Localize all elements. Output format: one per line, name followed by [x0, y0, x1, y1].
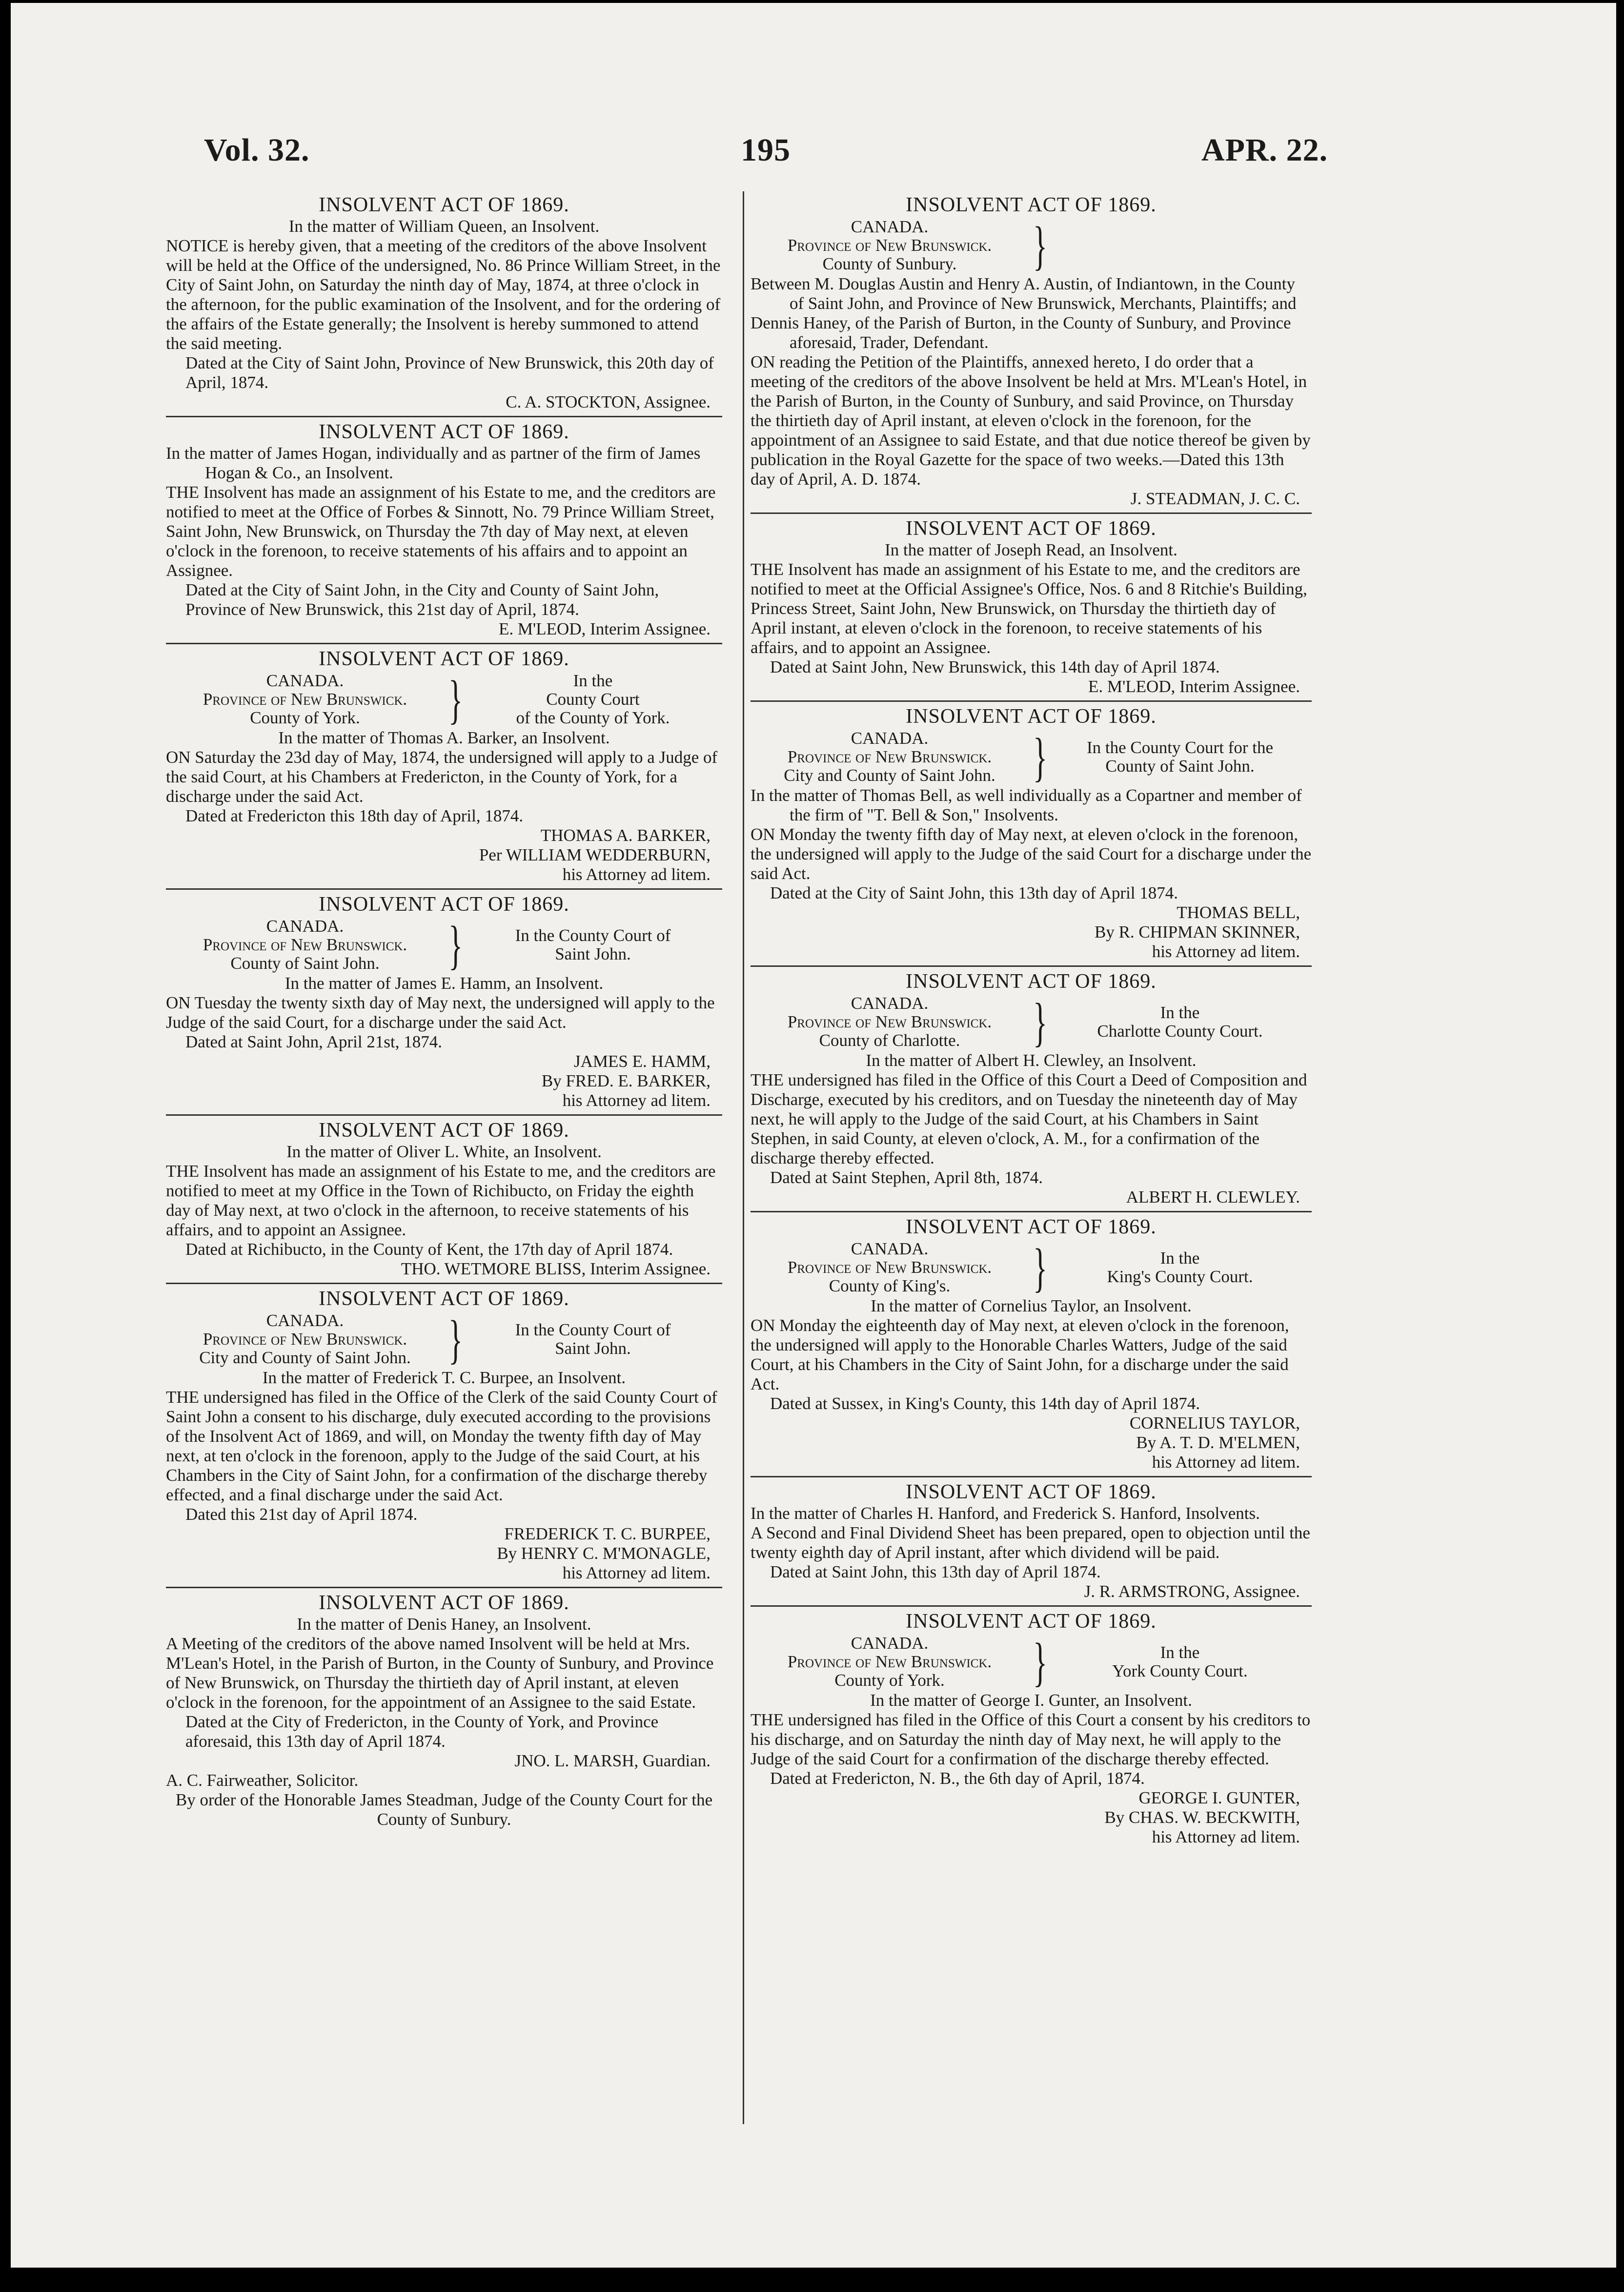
notice-text: THE Insolvent has made an assignment of his Estate to me, and the creditors are notified to meet at my Office in the Town of Richibucto, on Friday the eighth day of May next, at two o'clock in the afternoon, to receive statements of his affairs, and to appoint an Assignee.	[166, 1162, 716, 1239]
notice-text: Dennis Haney, of the Parish of Burton, in the County of Sunbury, and Province aforesaid, Trader, Defendant.	[751, 313, 1291, 352]
caption-left-line: CANADA.	[851, 729, 929, 748]
notice-text: A. C. Fairweather, Solicitor.	[166, 1771, 359, 1790]
signature-line: C. A. STOCKTON, Assignee.	[506, 392, 710, 411]
signature-line: JAMES E. HAMM,	[573, 1052, 710, 1071]
signature-line: THOMAS BELL,	[1177, 903, 1300, 922]
notice-text: THE Insolvent has made an assignment of his Estate to me, and the creditors are notified to meet at the Office of Forbes & Sinnott, No. 79 Prince William Street, Saint John, New Brunswick, on Thursday the 7th day of May next, at eleven o'clock in the forenoon, to receive statements of his affairs and to appoint an Assignee.	[166, 483, 716, 580]
notice-text: ON Tuesday the twenty sixth day of May next, the undersigned will apply to the Judge of the said Court, for a discharge under the said Act.	[166, 993, 715, 1032]
notice-text: A Meeting of the creditors of the above named Insolvent will be held at Mrs. M'Lean's Hotel, in the Parish of Burton, in the County of Sunbury, and Province of New Brunswick, on Thursday the thirtieth day of April instant, at eleven o'clock in the forenoon, for the appointment of an Assignee to the said Estate.	[166, 1634, 714, 1712]
notice-separator	[751, 1476, 1312, 1477]
dated-line: Dated at Saint Stephen, April 8th, 1874.	[770, 1168, 1043, 1187]
notice-title: INSOLVENT ACT OF 1869.	[906, 1481, 1157, 1503]
notice-title: INSOLVENT ACT OF 1869.	[906, 970, 1157, 993]
caption-left-line: County of Sunbury.	[822, 254, 957, 273]
court-caption	[166, 1311, 722, 1367]
dated-line: Dated at Saint John, New Brunswick, this 14th day of April 1874.	[770, 657, 1220, 676]
notice-text: ON Monday the twenty fifth day of May next, at eleven o'clock in the forenoon, the undersigned will apply to the Judge of the said Court for a discharge under the said Act.	[751, 825, 1312, 883]
caption-left-line: Province of New Brunswick.	[787, 1012, 992, 1031]
caption-right-line: Charlotte County Court.	[1097, 1022, 1263, 1041]
signature-line: his Attorney ad litem.	[562, 865, 710, 884]
notice-title: INSOLVENT ACT OF 1869.	[906, 517, 1157, 540]
notice-separator	[751, 512, 1312, 514]
caption-left-line: Province of New Brunswick.	[787, 747, 992, 766]
notice-text: In the matter of James E. Hamm, an Insolvent.	[284, 974, 604, 993]
dated-line: Dated at Sussex, in King's County, this 14th day of April 1874.	[770, 1394, 1200, 1413]
dated-line: Dated at Saint John, this 13th day of April 1874.	[770, 1562, 1101, 1581]
insolvent-notice	[166, 1119, 722, 1279]
notice-title: INSOLVENT ACT OF 1869.	[906, 194, 1157, 216]
caption-right-line: In the County Court of	[515, 926, 671, 945]
signature-line: By R. CHIPMAN SKINNER,	[1094, 922, 1300, 941]
dated-line: Dated at the City of Saint John, this 13th day of April 1874.	[770, 883, 1178, 902]
insolvent-notice	[166, 647, 722, 884]
notice-text: ON reading the Petition of the Plaintiffs, annexed hereto, I do order that a meeting of the creditors of the above Insolvent be held at Mrs. M'Lean's Hotel, in the Parish of Burton, in the County of Sunbury, and said Province, on Thursday the thirtieth day of April instant, at eleven o'clock in the forenoon, for the appointment of an Assignee to said Estate, and that due notice thereof be given by publication in the Royal Gazette for the space of two weeks.—Dated this 13th day of April, A. D. 1874.	[751, 352, 1311, 489]
caption-left-line: County of York.	[834, 1671, 945, 1690]
caption-left-line: CANADA.	[851, 1634, 929, 1653]
notice-text: By order of the Honorable James Steadman, Judge of the County Court for the County of Sunbury.	[175, 1790, 713, 1829]
notice-text: In the matter of Albert H. Clewley, an Insolvent.	[866, 1051, 1197, 1070]
dated-line: Dated at Saint John, April 21st, 1874.	[185, 1032, 442, 1051]
volume-number: Vol. 32.	[204, 132, 310, 168]
page-number: 195	[741, 132, 791, 168]
notice-text: In the matter of James Hogan, individually and as partner of the firm of James Hogan & Co., an Insolvent.	[166, 444, 701, 482]
notice-separator	[166, 416, 722, 417]
caption-left-line: Province of New Brunswick.	[787, 1258, 992, 1277]
notice-text: In the matter of George I. Gunter, an Insolvent.	[870, 1691, 1192, 1710]
caption-left-line: County of Charlotte.	[819, 1031, 960, 1050]
caption-right-line: County Court	[546, 690, 640, 709]
notice-text: In the matter of Thomas Bell, as well individually as a Copartner and member of the firm of "T. Bell & Son," Insolvents.	[751, 786, 1302, 824]
notice-text: THE undersigned has filed in the Office of the Clerk of the said County Court of Saint John a consent to his discharge, duly executed according to the provisions of the Insolvent Act of 1869, and will, on Monday the twenty fifth day of May next, at ten o'clock in the forenoon, apply to the Judge of the said Court, at his Chambers in the City of Saint John, for a confirmation of the discharge thereby effected, and a final discharge under the said Act.	[166, 1388, 717, 1504]
caption-right-line: In the	[573, 671, 613, 690]
signature-line: J. R. ARMSTRONG, Assignee.	[1084, 1582, 1300, 1601]
caption-left-line: Province of New Brunswick.	[787, 1652, 992, 1671]
insolvent-notice	[751, 517, 1312, 696]
insolvent-notice	[751, 705, 1312, 962]
insolvent-notice	[166, 420, 722, 639]
signature-line: THOMAS A. BARKER,	[540, 826, 710, 845]
dated-line: Dated at the City of Fredericton, in the County of York, and Province aforesaid, this 13th day of April 1874.	[185, 1712, 659, 1751]
notice-title: INSOLVENT ACT OF 1869.	[319, 1288, 569, 1310]
notice-text: In the matter of Cornelius Taylor, an Insolvent.	[871, 1296, 1192, 1315]
notice-text: In the matter of Denis Haney, an Insolvent.	[297, 1615, 591, 1634]
caption-right-line: County of Saint John.	[1105, 757, 1255, 776]
brace-glyph: }	[1033, 1632, 1048, 1692]
column-divider	[743, 191, 744, 2124]
caption-right-line: King's County Court.	[1107, 1267, 1253, 1286]
dated-line: Dated at Fredericton, N. B., the 6th day of April, 1874.	[770, 1769, 1145, 1788]
insolvent-notice	[166, 893, 722, 1110]
notice-separator	[751, 965, 1312, 967]
caption-left-line: CANADA.	[266, 917, 344, 936]
caption-left-line: CANADA.	[851, 217, 929, 236]
caption-right-line: In the County Court of	[515, 1320, 671, 1339]
notice-separator	[166, 1587, 722, 1588]
notice-text: Between M. Douglas Austin and Henry A. Austin, of Indiantown, in the County of Saint John, and Province of New Brunswick, Merchants, Plaintiffs; and	[751, 274, 1297, 313]
right-column	[751, 191, 1312, 1847]
caption-right-line: York County Court.	[1112, 1661, 1248, 1680]
caption-left-line: County of Saint John.	[230, 954, 380, 973]
insolvent-notice	[166, 193, 722, 412]
signature-line: By HENRY C. M'MONAGLE,	[497, 1544, 710, 1563]
signature-line: CORNELIUS TAYLOR,	[1129, 1413, 1300, 1432]
notice-text: In the matter of Thomas A. Barker, an Insolvent.	[278, 728, 610, 747]
court-caption	[751, 1240, 1312, 1295]
notice-text: In the matter of Frederick T. C. Burpee, an Insolvent.	[262, 1368, 626, 1387]
brace-glyph: }	[1033, 727, 1048, 787]
caption-left-line: CANADA.	[266, 1311, 344, 1330]
dated-line: Dated this 21st day of April 1874.	[185, 1505, 418, 1524]
notice-text: THE undersigned has filed in the Office of this Court a consent by his creditors to his discharge, and on Saturday the ninth day of May next, he will apply to the Judge of the said Court for a confirmation of the discharge thereby effected.	[751, 1710, 1311, 1768]
caption-left-line: Province of New Brunswick.	[203, 690, 407, 709]
caption-right-line: Saint John.	[555, 1339, 631, 1358]
notice-title: INSOLVENT ACT OF 1869.	[319, 1592, 569, 1614]
brace-glyph: }	[1033, 1238, 1048, 1297]
dated-line: Dated at the City of Saint John, in the City and County of Saint John, Province of New Brunswick, this 21st day of April, 1874.	[185, 580, 659, 619]
caption-left-line: County of King's.	[829, 1276, 951, 1295]
signature-line: his Attorney ad litem.	[562, 1091, 710, 1110]
dated-line: Dated at Fredericton this 18th day of April, 1874.	[185, 806, 524, 825]
insolvent-notice	[751, 970, 1312, 1207]
signature-line: GEORGE I. GUNTER,	[1138, 1788, 1300, 1807]
notice-text: NOTICE is hereby given, that a meeting of the creditors of the above Insolvent will be held at the Office of the undersigned, No. 86 Prince William Street, in the City of Saint John, on Saturday the ninth day of May, 1874, at three o'clock in the afternoon, for the public examination of the Insolvent, and for the ordering of the affairs of the Estate generally; the Insolvent is hereby summoned to attend the said meeting.	[166, 236, 721, 353]
notice-text: THE undersigned has filed in the Office of this Court a Deed of Composition and Discharge, executed by his creditors, and on Tuesday the nineteenth day of May next, he will apply to the Judge of the said Court, at his Chambers in Saint Stephen, in said County, at eleven o'clock, A. M., for a confirmation of the discharge thereby effected.	[751, 1070, 1307, 1167]
notice-text: In the matter of Joseph Read, an Insolvent.	[885, 540, 1177, 559]
signature-line: By FRED. E. BARKER,	[541, 1071, 710, 1090]
notice-separator	[751, 700, 1312, 702]
signature-line: E. M'LEOD, Interim Assignee.	[498, 619, 710, 638]
brace-glyph: }	[448, 670, 463, 729]
signature-line: ALBERT H. CLEWLEY.	[1126, 1187, 1300, 1207]
brace-glyph: }	[448, 915, 463, 975]
notice-separator	[166, 643, 722, 644]
brace-glyph: }	[1033, 992, 1048, 1052]
caption-left-line: Province of New Brunswick.	[203, 935, 407, 954]
notice-title: INSOLVENT ACT OF 1869.	[906, 1610, 1157, 1633]
signature-line: THO. WETMORE BLISS, Interim Assignee.	[401, 1259, 710, 1278]
court-caption	[751, 729, 1312, 785]
notice-title: INSOLVENT ACT OF 1869.	[319, 1119, 569, 1142]
insolvent-notice	[751, 1610, 1312, 1847]
notice-separator	[751, 1211, 1312, 1212]
notice-separator	[166, 1283, 722, 1284]
left-column	[166, 191, 722, 1829]
caption-right-line: In the	[1160, 1003, 1200, 1022]
insolvent-notice	[166, 1591, 722, 1829]
caption-right-line: In the County Court for the	[1086, 738, 1274, 757]
notice-title: INSOLVENT ACT OF 1869.	[906, 705, 1157, 728]
notice-separator	[166, 888, 722, 890]
notice-text: THE Insolvent has made an assignment of his Estate to me, and the creditors are notified to meet at the Official Assignee's Office, Nos. 6 and 8 Ritchie's Building, Princess Street, Saint John, New Brunswick, on Thursday the thirtieth day of April instant, at eleven o'clock in the forenoon, to receive statements of his affairs, and to appoint an Assignee.	[751, 560, 1307, 657]
signature-line: E. M'LEOD, Interim Assignee.	[1088, 677, 1300, 696]
notice-text: ON Saturday the 23d day of May, 1874, the undersigned will apply to a Judge of the said Court, at his Chambers at Fredericton, in the County of York, for a discharge under the said Act.	[166, 748, 718, 806]
insolvent-notice	[751, 1215, 1312, 1472]
signature-line: J. STEADMAN, J. C. C.	[1130, 489, 1300, 508]
court-caption	[166, 917, 722, 973]
court-caption	[751, 218, 1312, 273]
signature-line: his Attorney ad litem.	[1152, 942, 1300, 961]
caption-left-line: Province of New Brunswick.	[203, 1330, 407, 1349]
signature-line: his Attorney ad litem.	[1152, 1827, 1300, 1846]
court-caption	[751, 1634, 1312, 1690]
insolvent-notice	[166, 1287, 722, 1583]
dated-line: Dated at Richibucto, in the County of Kent, the 17th day of April 1874.	[185, 1240, 673, 1259]
caption-left-line: City and County of Saint John.	[199, 1348, 411, 1367]
caption-right-line: In the	[1160, 1248, 1200, 1268]
notice-separator	[166, 1114, 722, 1116]
notice-text: In the matter of William Queen, an Insolvent.	[288, 217, 600, 236]
notice-separator	[751, 1605, 1312, 1607]
notice-text: ON Monday the eighteenth day of May next, at eleven o'clock in the forenoon, the undersigned will apply to the Honorable Charles Watters, Judge of the said Court, at his Chambers in the City of Saint John, for a discharge under the said Act.	[751, 1316, 1289, 1393]
brace-glyph: }	[448, 1310, 463, 1369]
caption-left-line: Province of New Brunswick.	[787, 236, 992, 255]
signature-line: his Attorney ad litem.	[1152, 1453, 1300, 1472]
issue-date: APR. 22.	[1201, 132, 1328, 168]
notice-title: INSOLVENT ACT OF 1869.	[319, 194, 569, 216]
caption-left-line: CANADA.	[851, 1239, 929, 1258]
notice-text: A Second and Final Dividend Sheet has been prepared, open to objection until the twenty eighth day of April instant, after which dividend will be paid.	[751, 1523, 1310, 1562]
insolvent-notice	[751, 1480, 1312, 1601]
signature-line: Per WILLIAM WEDDERBURN,	[479, 845, 710, 864]
signature-line: FREDERICK T. C. BURPEE,	[504, 1524, 710, 1543]
court-caption	[751, 994, 1312, 1050]
signature-line: his Attorney ad litem.	[562, 1563, 710, 1582]
notice-text: In the matter of Oliver L. White, an Insolvent.	[286, 1142, 602, 1161]
notice-title: INSOLVENT ACT OF 1869.	[906, 1216, 1157, 1238]
caption-left-line: CANADA.	[851, 994, 929, 1013]
caption-right-line: In the	[1160, 1643, 1200, 1662]
notice-text: In the matter of Charles H. Hanford, and Frederick S. Hanford, Insolvents.	[751, 1504, 1260, 1523]
dated-line: Dated at the City of Saint John, Province of New Brunswick, this 20th day of April, 1874.	[185, 353, 714, 392]
signature-line: By CHAS. W. BECKWITH,	[1104, 1808, 1300, 1827]
caption-right-line: Saint John.	[555, 944, 631, 963]
caption-left-line: City and County of Saint John.	[784, 766, 995, 785]
insolvent-notice	[751, 193, 1312, 509]
notice-title: INSOLVENT ACT OF 1869.	[319, 648, 569, 670]
signature-line: JNO. L. MARSH, Guardian.	[514, 1751, 710, 1770]
signature-line: By A. T. D. M'ELMEN,	[1136, 1433, 1300, 1452]
notice-title: INSOLVENT ACT OF 1869.	[319, 421, 569, 443]
court-caption	[166, 672, 722, 727]
caption-left-line: CANADA.	[266, 671, 344, 690]
caption-right-line: of the County of York.	[516, 708, 670, 727]
brace-glyph: }	[1033, 216, 1048, 275]
notice-title: INSOLVENT ACT OF 1869.	[319, 893, 569, 916]
caption-left-line: County of York.	[250, 708, 360, 727]
